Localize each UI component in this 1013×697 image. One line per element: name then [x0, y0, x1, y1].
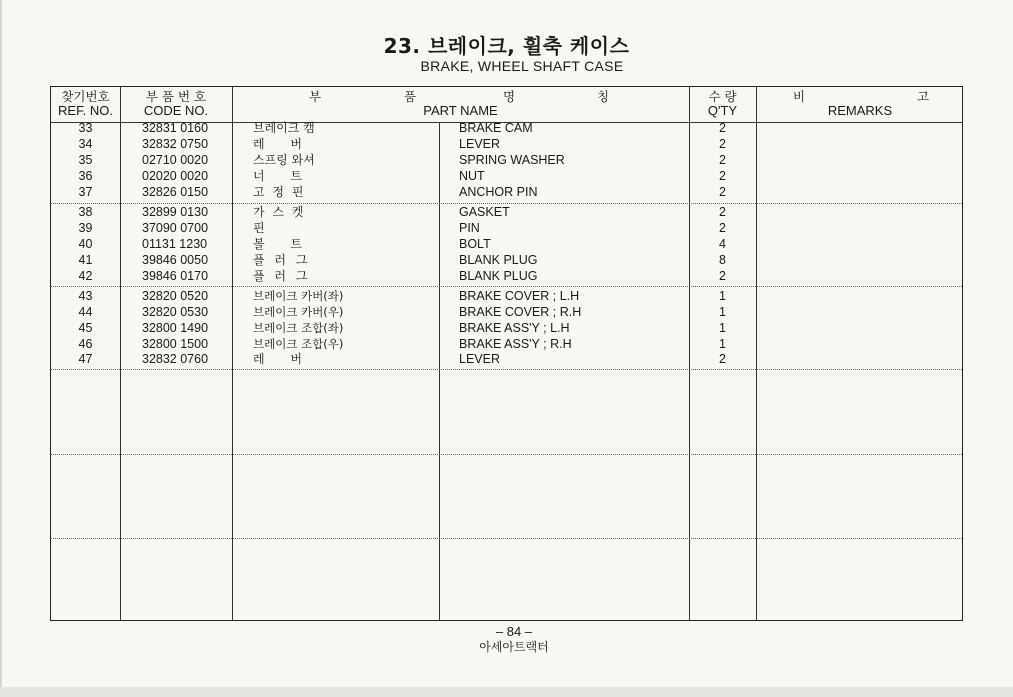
header-remarks-korean-2: 고 [917, 89, 930, 104]
part-name-english: LEVER [459, 352, 500, 366]
ref-number: 46 [78, 337, 93, 351]
part-name-english: GASKET [459, 205, 510, 219]
part-name-korean: 핀 [253, 221, 265, 235]
group-separator [51, 286, 962, 287]
header-code-english: CODE NO. [143, 103, 209, 118]
part-name-korean: 너 트 [253, 169, 302, 183]
part-name-korean: 레 버 [253, 137, 302, 151]
ref-number: 39 [78, 221, 93, 235]
group-separator [51, 538, 962, 539]
code-number: 01131 1230 [142, 237, 208, 251]
code-number: 32800 1500 [142, 337, 209, 351]
ref-number: 42 [78, 269, 93, 283]
part-name-english: LEVER [459, 137, 500, 151]
quantity: 1 [719, 337, 726, 351]
part-name-english: BLANK PLUG [459, 269, 538, 283]
part-name-korean: 레 버 [253, 352, 302, 366]
part-name-english: BRAKE COVER ; L.H [459, 289, 580, 303]
code-number: 32820 0520 [142, 289, 209, 303]
ref-number: 47 [78, 352, 93, 366]
code-number: 02710 0020 [142, 153, 209, 167]
part-name-korean: 브레이크 캠 [253, 121, 315, 135]
page-bottom-edge [0, 687, 1013, 697]
part-name-korean: 브레이크 조합(우) [253, 337, 344, 351]
header-name-korean-1: 부 [309, 89, 322, 104]
header-qty-korean: 수 량 [708, 89, 737, 104]
header-code-korean: 부 품 번 호 [145, 89, 207, 104]
part-name-english: BRAKE ASS'Y ; R.H [459, 337, 572, 351]
quantity: 2 [719, 269, 726, 283]
code-number: 39846 0170 [142, 269, 209, 283]
code-number: 02020 0020 [142, 169, 209, 183]
part-name-english: PIN [459, 221, 480, 235]
page-title-english: BRAKE, WHEEL SHAFT CASE [420, 58, 624, 74]
ref-number: 45 [78, 321, 93, 335]
column-divider [756, 87, 757, 620]
part-name-english: BOLT [459, 237, 491, 251]
part-name-english: ANCHOR PIN [459, 185, 538, 199]
quantity: 2 [719, 221, 726, 235]
header-name-korean-2: 품 [404, 89, 417, 104]
code-number: 39846 0050 [142, 253, 209, 267]
header-name-english: PART NAME [423, 103, 498, 118]
group-separator [51, 203, 962, 204]
header-name-korean-3: 명 [503, 89, 516, 104]
header-remarks-english: REMARKS [827, 103, 893, 118]
part-name-korean: 가 스 켓 [253, 205, 304, 219]
part-name-english: BRAKE ASS'Y ; L.H [459, 321, 570, 335]
ref-number: 34 [78, 137, 93, 151]
code-number: 32820 0530 [142, 305, 209, 319]
quantity: 2 [719, 352, 726, 366]
code-number: 37090 0700 [142, 221, 209, 235]
column-divider [439, 123, 440, 620]
header-name-korean-4: 칭 [597, 89, 610, 104]
ref-number: 43 [78, 289, 93, 303]
code-number: 32832 0750 [142, 137, 209, 151]
parts-table [50, 86, 963, 621]
code-number: 32826 0150 [142, 185, 209, 199]
quantity: 2 [719, 137, 726, 151]
part-name-korean: 스프링 와셔 [253, 153, 315, 167]
quantity: 1 [719, 305, 726, 319]
quantity: 2 [719, 185, 726, 199]
group-separator [51, 454, 962, 455]
ref-number: 35 [78, 153, 93, 167]
quantity: 1 [719, 321, 726, 335]
ref-number: 44 [78, 305, 93, 319]
ref-number: 41 [78, 253, 93, 267]
part-name-korean: 볼 트 [253, 237, 302, 251]
quantity: 2 [719, 169, 726, 183]
header-ref-english: REF. NO. [58, 103, 113, 118]
column-divider [232, 87, 233, 620]
page-title-korean: 23. 브레이크, 휠축 케이스 [383, 34, 630, 58]
code-number: 32899 0130 [142, 205, 209, 219]
part-name-english: SPRING WASHER [459, 153, 565, 167]
header-qty-english: Q'TY [707, 103, 738, 118]
ref-number: 40 [78, 237, 93, 251]
quantity: 1 [719, 289, 726, 303]
part-name-korean: 브레이크 카버(좌) [253, 289, 344, 303]
part-name-korean: 브레이크 조합(좌) [253, 321, 344, 335]
header-ref-korean: 찾기번호 [61, 89, 110, 104]
code-number: 32831 0160 [142, 121, 209, 135]
quantity: 2 [719, 153, 726, 167]
part-name-english: NUT [459, 169, 485, 183]
part-name-korean: 플 러 그 [253, 269, 308, 283]
part-name-english: BLANK PLUG [459, 253, 538, 267]
ref-number: 36 [78, 169, 93, 183]
quantity: 2 [719, 121, 726, 135]
ref-number: 33 [78, 121, 93, 135]
part-name-korean: 브레이크 카버(우) [253, 305, 344, 319]
ref-number: 38 [78, 205, 93, 219]
quantity: 8 [719, 253, 726, 267]
part-name-korean: 고 정 핀 [253, 185, 304, 199]
quantity: 2 [719, 205, 726, 219]
part-name-english: BRAKE COVER ; R.H [459, 305, 582, 319]
brand-name: 아세아트랙터 [479, 640, 549, 654]
group-separator [51, 369, 962, 370]
code-number: 32800 1490 [142, 321, 209, 335]
part-name-korean: 플 러 그 [253, 253, 308, 267]
quantity: 4 [719, 237, 726, 251]
ref-number: 37 [78, 185, 93, 199]
part-name-english: BRAKE CAM [459, 121, 533, 135]
page-number: – 84 – [495, 624, 533, 639]
column-divider [120, 87, 121, 620]
code-number: 32832 0760 [142, 352, 209, 366]
header-remarks-korean-1: 비 [793, 89, 806, 104]
